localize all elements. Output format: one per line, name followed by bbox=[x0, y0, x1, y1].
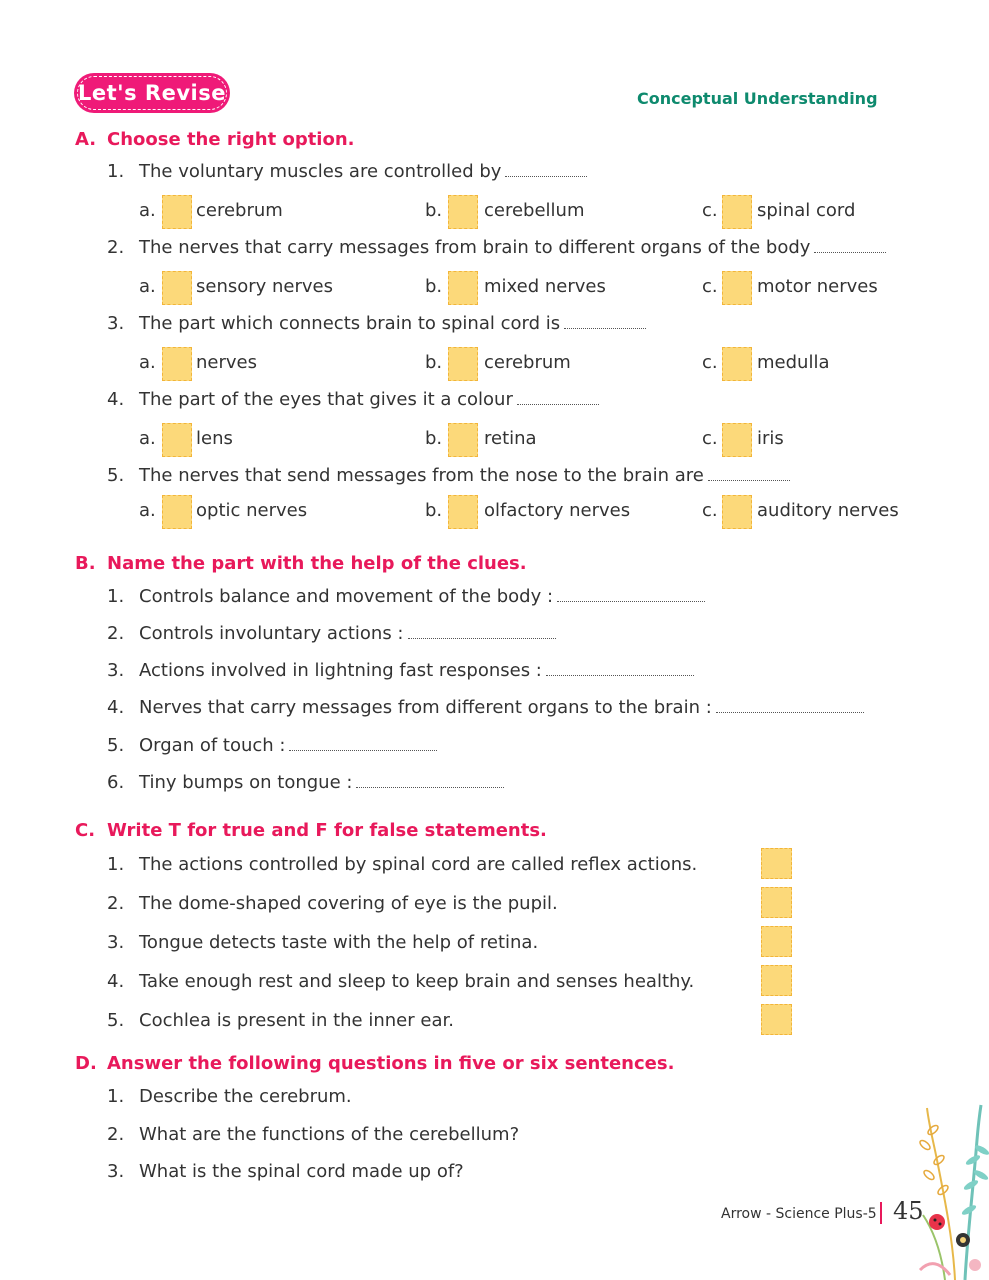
question-number: 4. bbox=[107, 389, 125, 410]
answer-blank[interactable] bbox=[546, 661, 694, 676]
option-letter: c. bbox=[702, 200, 718, 221]
option-checkbox[interactable] bbox=[448, 271, 478, 305]
answer-blank[interactable] bbox=[708, 466, 790, 481]
option-letter: a. bbox=[139, 352, 156, 373]
clue-label: Organ of touch : bbox=[139, 735, 286, 756]
option-letter: b. bbox=[425, 352, 443, 373]
question-number: 3. bbox=[107, 1161, 125, 1182]
answer-blank[interactable] bbox=[289, 736, 437, 751]
option-text: optic nerves bbox=[196, 500, 308, 521]
question-number: 4. bbox=[107, 697, 125, 718]
section-letter: D. bbox=[75, 1053, 97, 1074]
section-title: Choose the right option. bbox=[107, 129, 355, 150]
section-letter: C. bbox=[75, 820, 96, 841]
option-letter: b. bbox=[425, 276, 443, 297]
statement-text: The actions controlled by spinal cord are called reflex actions. bbox=[139, 854, 698, 875]
question-label: The part of the eyes that gives it a colour bbox=[139, 389, 513, 410]
option-letter: b. bbox=[425, 500, 443, 521]
question-number: 4. bbox=[107, 971, 125, 992]
option-text: retina bbox=[484, 428, 537, 449]
statement-text: Cochlea is present in the inner ear. bbox=[139, 1010, 454, 1031]
question-text bbox=[139, 313, 646, 334]
option-checkbox[interactable] bbox=[448, 423, 478, 457]
clue-text bbox=[139, 623, 556, 644]
statement-text: The dome-shaped covering of eye is the pupil. bbox=[139, 893, 558, 914]
answer-blank[interactable] bbox=[356, 773, 504, 788]
question-number: 1. bbox=[107, 1086, 125, 1107]
option-text: lens bbox=[196, 428, 233, 449]
option-checkbox[interactable] bbox=[448, 495, 478, 529]
question-number: 6. bbox=[107, 772, 125, 793]
book-title: Arrow - Science Plus-5 bbox=[721, 1206, 877, 1222]
option-letter: c. bbox=[702, 500, 718, 521]
clue-text bbox=[139, 772, 504, 793]
statement-text: Take enough rest and sleep to keep brain and senses healthy. bbox=[139, 971, 695, 992]
true-false-box[interactable] bbox=[761, 965, 792, 996]
option-text: cerebrum bbox=[196, 200, 283, 221]
question-text bbox=[139, 161, 587, 182]
section-letter: A. bbox=[75, 129, 97, 150]
option-text: cerebellum bbox=[484, 200, 585, 221]
option-letter: b. bbox=[425, 428, 443, 449]
option-checkbox[interactable] bbox=[722, 195, 752, 229]
question-number: 3. bbox=[107, 313, 125, 334]
option-checkbox[interactable] bbox=[162, 495, 192, 529]
option-letter: b. bbox=[425, 200, 443, 221]
option-checkbox[interactable] bbox=[448, 195, 478, 229]
option-checkbox[interactable] bbox=[162, 423, 192, 457]
answer-blank[interactable] bbox=[814, 238, 886, 253]
question-number: 3. bbox=[107, 660, 125, 681]
option-text: nerves bbox=[196, 352, 257, 373]
question-text bbox=[139, 465, 790, 486]
question-text bbox=[139, 237, 886, 258]
option-checkbox[interactable] bbox=[162, 347, 192, 381]
question-text: Describe the cerebrum. bbox=[139, 1086, 352, 1107]
clue-text bbox=[139, 660, 694, 681]
option-text: spinal cord bbox=[757, 200, 856, 221]
question-label: The voluntary muscles are controlled by bbox=[139, 161, 502, 182]
option-text: iris bbox=[757, 428, 784, 449]
question-number: 5. bbox=[107, 735, 125, 756]
question-label: The part which connects brain to spinal cord is bbox=[139, 313, 561, 334]
section-category: Conceptual Understanding bbox=[637, 89, 878, 108]
section-letter: B. bbox=[75, 553, 96, 574]
section-c-heading bbox=[75, 820, 547, 841]
answer-blank[interactable] bbox=[557, 587, 705, 602]
lets-revise-badge bbox=[74, 73, 230, 113]
question-number: 5. bbox=[107, 465, 125, 486]
answer-blank[interactable] bbox=[564, 314, 646, 329]
option-checkbox[interactable] bbox=[722, 347, 752, 381]
question-number: 1. bbox=[107, 586, 125, 607]
clue-label: Controls involuntary actions : bbox=[139, 623, 404, 644]
section-b-heading bbox=[75, 553, 527, 574]
clue-label: Tiny bumps on tongue : bbox=[139, 772, 353, 793]
true-false-box[interactable] bbox=[761, 887, 792, 918]
question-number: 1. bbox=[107, 854, 125, 875]
option-letter: a. bbox=[139, 500, 156, 521]
option-text: cerebrum bbox=[484, 352, 571, 373]
option-letter: c. bbox=[702, 352, 718, 373]
question-number: 3. bbox=[107, 932, 125, 953]
option-letter: c. bbox=[702, 428, 718, 449]
option-checkbox[interactable] bbox=[722, 495, 752, 529]
option-checkbox[interactable] bbox=[448, 347, 478, 381]
page-number: 45 bbox=[893, 1197, 924, 1225]
option-checkbox[interactable] bbox=[162, 271, 192, 305]
true-false-box[interactable] bbox=[761, 1004, 792, 1035]
footer-divider bbox=[880, 1202, 882, 1224]
section-title: Write T for true and F for false statements. bbox=[107, 820, 547, 841]
option-checkbox[interactable] bbox=[162, 195, 192, 229]
clue-text bbox=[139, 697, 864, 718]
option-letter: a. bbox=[139, 200, 156, 221]
true-false-box[interactable] bbox=[761, 848, 792, 879]
question-label: The nerves that carry messages from brain to different organs of the body bbox=[139, 237, 811, 258]
option-text: medulla bbox=[757, 352, 830, 373]
true-false-box[interactable] bbox=[761, 926, 792, 957]
question-number: 5. bbox=[107, 1010, 125, 1031]
clue-label: Actions involved in lightning fast responses : bbox=[139, 660, 542, 681]
option-checkbox[interactable] bbox=[722, 423, 752, 457]
answer-blank[interactable] bbox=[408, 624, 556, 639]
badge-label: Let's Revise bbox=[78, 81, 226, 105]
answer-blank[interactable] bbox=[517, 390, 599, 405]
section-a-heading bbox=[75, 129, 355, 150]
answer-blank[interactable] bbox=[505, 162, 587, 177]
clue-text bbox=[139, 586, 705, 607]
clue-label: Nerves that carry messages from different organs to the brain : bbox=[139, 697, 712, 718]
section-title: Name the part with the help of the clues. bbox=[107, 553, 527, 574]
clue-text bbox=[139, 735, 437, 756]
clue-label: Controls balance and movement of the body : bbox=[139, 586, 554, 607]
option-checkbox[interactable] bbox=[722, 271, 752, 305]
option-letter: a. bbox=[139, 428, 156, 449]
question-number: 2. bbox=[107, 893, 125, 914]
option-letter: c. bbox=[702, 276, 718, 297]
question-number: 2. bbox=[107, 623, 125, 644]
question-text bbox=[139, 389, 599, 410]
question-number: 2. bbox=[107, 237, 125, 258]
option-text: mixed nerves bbox=[484, 276, 606, 297]
question-label: The nerves that send messages from the nose to the brain are bbox=[139, 465, 704, 486]
answer-blank[interactable] bbox=[716, 698, 864, 713]
option-text: auditory nerves bbox=[757, 500, 899, 521]
question-number: 1. bbox=[107, 161, 125, 182]
statement-text: Tongue detects taste with the help of retina. bbox=[139, 932, 539, 953]
question-number: 2. bbox=[107, 1124, 125, 1145]
section-d-heading bbox=[75, 1053, 674, 1074]
section-title: Answer the following questions in five or six sentences. bbox=[107, 1053, 675, 1074]
floral-decoration-icon bbox=[915, 1100, 989, 1280]
question-text: What are the functions of the cerebellum? bbox=[139, 1124, 520, 1145]
option-letter: a. bbox=[139, 276, 156, 297]
option-text: motor nerves bbox=[757, 276, 878, 297]
question-text: What is the spinal cord made up of? bbox=[139, 1161, 464, 1182]
option-text: sensory nerves bbox=[196, 276, 334, 297]
option-text: olfactory nerves bbox=[484, 500, 631, 521]
